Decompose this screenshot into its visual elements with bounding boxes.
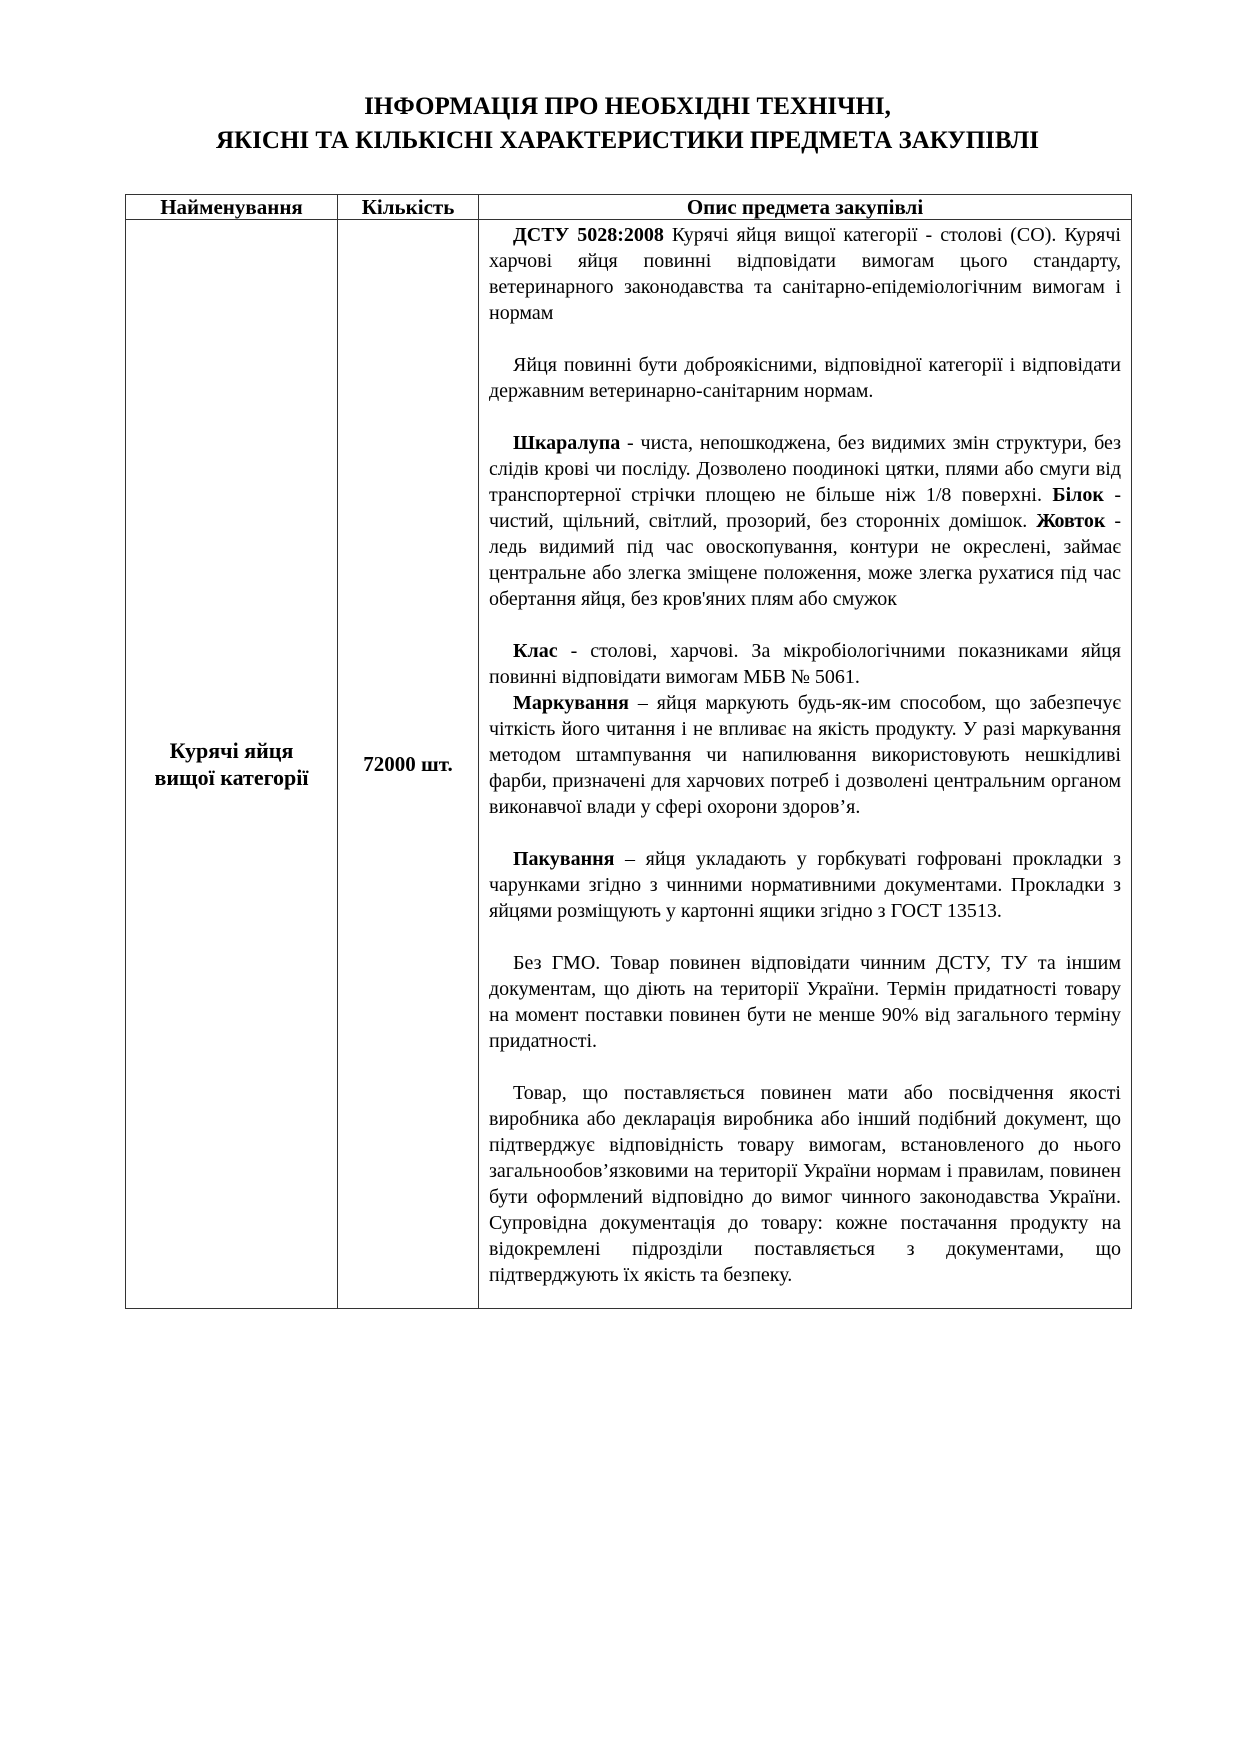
item-name-line-1: Курячі яйця <box>169 738 294 763</box>
desc-documents-paragraph <box>489 1080 1121 1288</box>
header-quantity: Кількість <box>338 195 479 220</box>
desc-packaging-paragraph <box>489 846 1121 924</box>
desc-class-label: Клас <box>513 640 558 662</box>
desc-yolk-label: Жовток <box>1036 510 1106 532</box>
desc-class-paragraph <box>489 638 1121 690</box>
desc-quality-paragraph <box>489 352 1121 404</box>
header-name: Найменування <box>126 195 338 220</box>
desc-marking-label: Маркування <box>513 692 629 714</box>
desc-yolk-text: - ледь видимий під час овоскопування, контури не окреслені, займає центральне або злегка зміщене положення, може злегка рухатися під час обертання яйця, без кров'яних плям або смужок <box>489 510 1121 610</box>
desc-packaging-text: – яйця укладають у горбкуваті гофровані прокладки з чарунками згідно з чинними нормативними документами. Прокладки з яйцями розміщують у картонні ящики згідно з ГОСТ 13513. <box>489 848 1121 922</box>
table-header-row <box>126 195 1132 220</box>
desc-standard-paragraph <box>489 222 1121 326</box>
item-description <box>489 222 1121 1288</box>
desc-gmo-paragraph <box>489 950 1121 1054</box>
desc-quality-text: Яйця повинні бути доброякісними, відповідної категорії і відповідати державним ветеринарно-санітарним нормам. <box>489 354 1121 402</box>
desc-white-label: Білок <box>1052 484 1104 506</box>
desc-class-text: - столові, харчові. За мікробіологічними показниками яйця повинні відповідати вимогам МБВ № 5061. <box>489 640 1121 688</box>
title-line-2: ЯКІСНІ ТА КІЛЬКІСНІ ХАРАКТЕРИСТИКИ ПРЕДМЕТА ЗАКУПІВЛІ <box>216 127 1039 154</box>
desc-white-text: - чистий, щільний, світлий, прозорий, без сторонніх домішок. <box>489 484 1121 532</box>
item-description-cell <box>479 220 1132 1309</box>
desc-documents-text: Товар, що поставляється повинен мати або посвідчення якості виробника або декларація виробника або інший подібний документ, що підтверджує відповідність товару вимогам, встановленого до нього загальнообов’язковими на території України нормам і правилам, повинен бути оформлений відповідно до вимог чинного законодавства України. Супровідна документація до товару: кожне постачання продукту на відокремлені підрозділи поставляється з документами, що підтверджують їх якість та безпеку. <box>489 1082 1121 1286</box>
item-name-line-2: вищої категорії <box>154 765 309 790</box>
desc-marking-text: – яйця маркують будь-як-им способом, що забезпечує чіткість його читання і не впливає на якість продукту. У разі маркування методом штампування чи напилювання використовують нешкідливі фарби, призначені для харчових потреб і дозволені центральним органом виконавчої влади у сфері охорони здоров’я. <box>489 692 1121 818</box>
desc-standard-text: Курячі яйця вищої категорії - столові (СО). Курячі харчові яйця повинні відповідати вимогам цього стандарту, ветеринарного законодавства та санітарно-епідеміологічним вимогам і нормам <box>489 224 1121 324</box>
document-title <box>120 90 1135 158</box>
title-line-1: ІНФОРМАЦІЯ ПРО НЕОБХІДНІ ТЕХНІЧНІ, <box>364 93 891 120</box>
item-name-cell <box>126 220 338 1309</box>
desc-shell-paragraph <box>489 430 1121 612</box>
desc-shell-text: - чиста, непошкоджена, без видимих змін структури, без слідів крові чи посліду. Дозволено поодинокі цятки, плями або смуги від транспортерної стрічки площею не більше ніж 1/8 поверхні. <box>489 432 1121 506</box>
desc-packaging-label: Пакування <box>513 848 615 870</box>
table-row <box>126 220 1132 1309</box>
item-quantity: 72000 шт. <box>338 220 479 1309</box>
desc-shell-label: Шкаралупа <box>513 432 621 454</box>
desc-standard-code: ДСТУ 5028:2008 <box>513 224 664 246</box>
specification-table <box>125 194 1132 1309</box>
desc-marking-paragraph <box>489 690 1121 820</box>
desc-gmo-text: Без ГМО. Товар повинен відповідати чинним ДСТУ, ТУ та іншим документам, що діють на території України. Термін придатності товару на момент поставки повинен бути не менше 90% від загального терміну придатності. <box>489 952 1121 1052</box>
header-description: Опис предмета закупівлі <box>479 195 1132 220</box>
